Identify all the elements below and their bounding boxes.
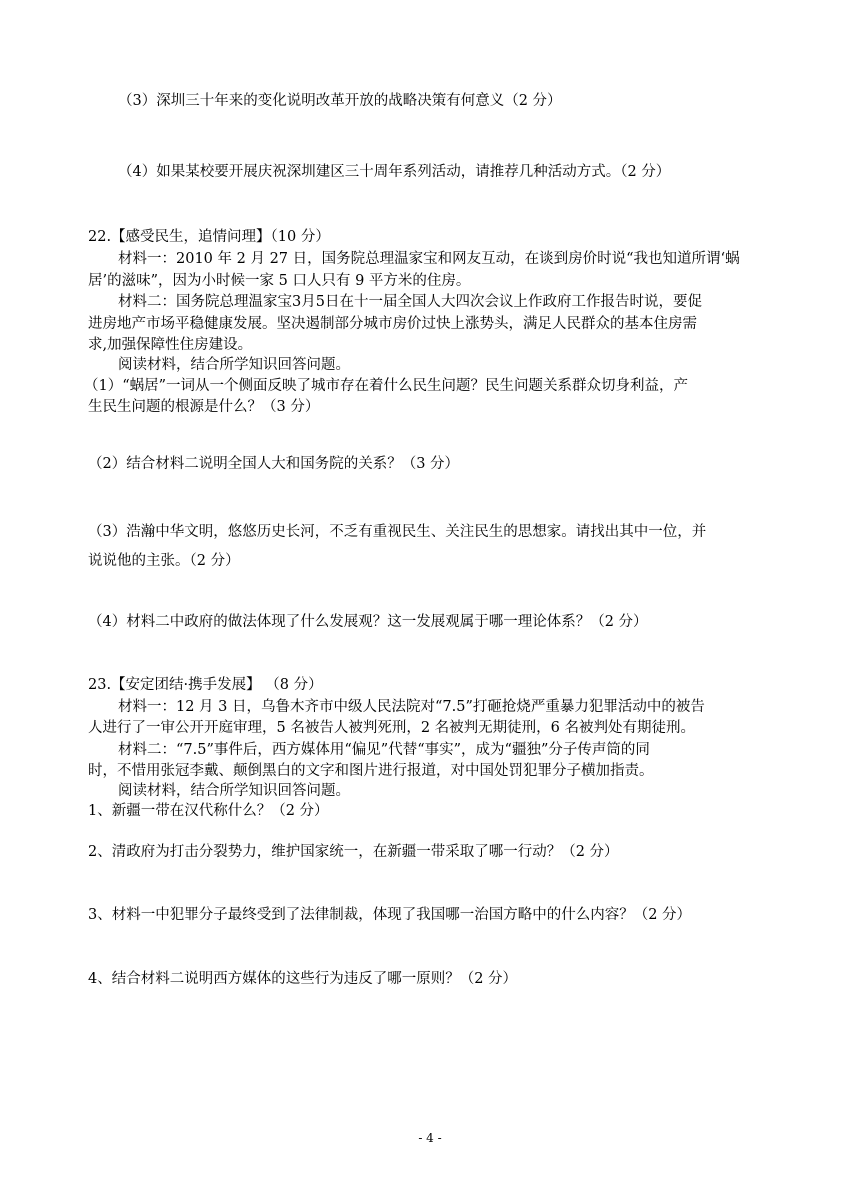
question-23-material1-line2: 人进行了一审公开开庭审理，5 名被告人被判死刑，2 名被判无期徒刑，6 名被判处有期徒刑。: [88, 720, 695, 736]
question-23-material2-line2: 时，不惜用张冠李戴、颠倒黑白的文字和图片进行报道，对中国处罚犯罪分子横加指责。: [88, 763, 654, 779]
question-22-material2-line3: 求,加强保障性住房建设。: [88, 337, 253, 353]
question-22-4: （4）材料二中政府的做法体现了什么发展观？这一发展观属于哪一理论体系？（2 分）: [88, 614, 648, 630]
question-22-1-line2: 生民生问题的根源是什么？（3 分）: [88, 399, 320, 415]
question-22-material1-line1: 材料一：2010 年 2 月 27 日，国务院总理温家宝和网友互动，在谈到房价时说“我也知道所谓‘蜗: [118, 251, 740, 267]
question-23-4: 4、结合材料二说明西方媒体的这些行为违反了哪一原则？（2 分）: [88, 971, 518, 987]
question-22-1-line1: （1）“蜗居”一词从一个侧面反映了城市存在着什么民生问题？民生问题关系群众切身利益，产: [84, 378, 689, 394]
question-23-2: 2、清政府为打击分裂势力，维护国家统一，在新疆一带采取了哪一行动？（2 分）: [88, 844, 619, 860]
question-22-material1-line2: 居’的滋味”，因为小时候一家 5 口人只有 9 平方米的住房。: [88, 273, 471, 289]
question-22-material2-line1: 材料二：国务院总理温家宝3月5日在十一届全国人大四次会议上作政府工作报告时说，要促: [118, 294, 702, 310]
question-23-instruction: 阅读材料，结合所学知识回答问题。: [118, 783, 350, 799]
question-21-3: （3）深圳三十年来的变化说明改革开放的战略决策有何意义（2 分）: [118, 93, 562, 109]
question-23-heading: 23.【安定团结·携手发展】 （8 分）: [88, 677, 323, 693]
question-23-material2-line1: 材料二：“7.5”事件后，西方媒体用“偏见”代替“事实”，成为“疆独”分子传声筒的同: [118, 742, 650, 758]
question-23-material1-line1: 材料一：12 月 3 日，乌鲁木齐市中级人民法院对“7.5”打砸抢烧严重暴力犯罪活动中的被告: [118, 699, 705, 715]
question-22-3-line1: （3）浩瀚中华文明，悠悠历史长河，不乏有重视民生、关注民生的思想家。请找出其中一位，并: [88, 524, 707, 540]
question-23-1: 1、新疆一带在汉代称什么？（2 分）: [88, 803, 329, 819]
question-21-4: （4）如果某校要开展庆祝深圳建区三十周年系列活动，请推荐几种活动方式。（2 分）: [118, 164, 671, 180]
question-22-material2-line2: 进房地产市场平稳健康发展。坚决遏制部分城市房价过快上涨势头，满足人民群众的基本住房需: [88, 316, 697, 332]
question-22-instruction: 阅读材料，结合所学知识回答问题。: [118, 357, 350, 373]
question-23-3: 3、材料一中犯罪分子最终受到了法律制裁，体现了我国哪一治国方略中的什么内容？（2 分）: [88, 907, 692, 923]
page-number: - 4 -: [418, 1131, 442, 1145]
question-22-2: （2）结合材料二说明全国人大和国务院的关系？（3 分）: [88, 456, 460, 472]
question-22-3-line2: 说说他的主张。（2 分）: [88, 553, 240, 569]
question-22-heading: 22.【感受民生，追情问理】（10 分）: [88, 229, 330, 245]
